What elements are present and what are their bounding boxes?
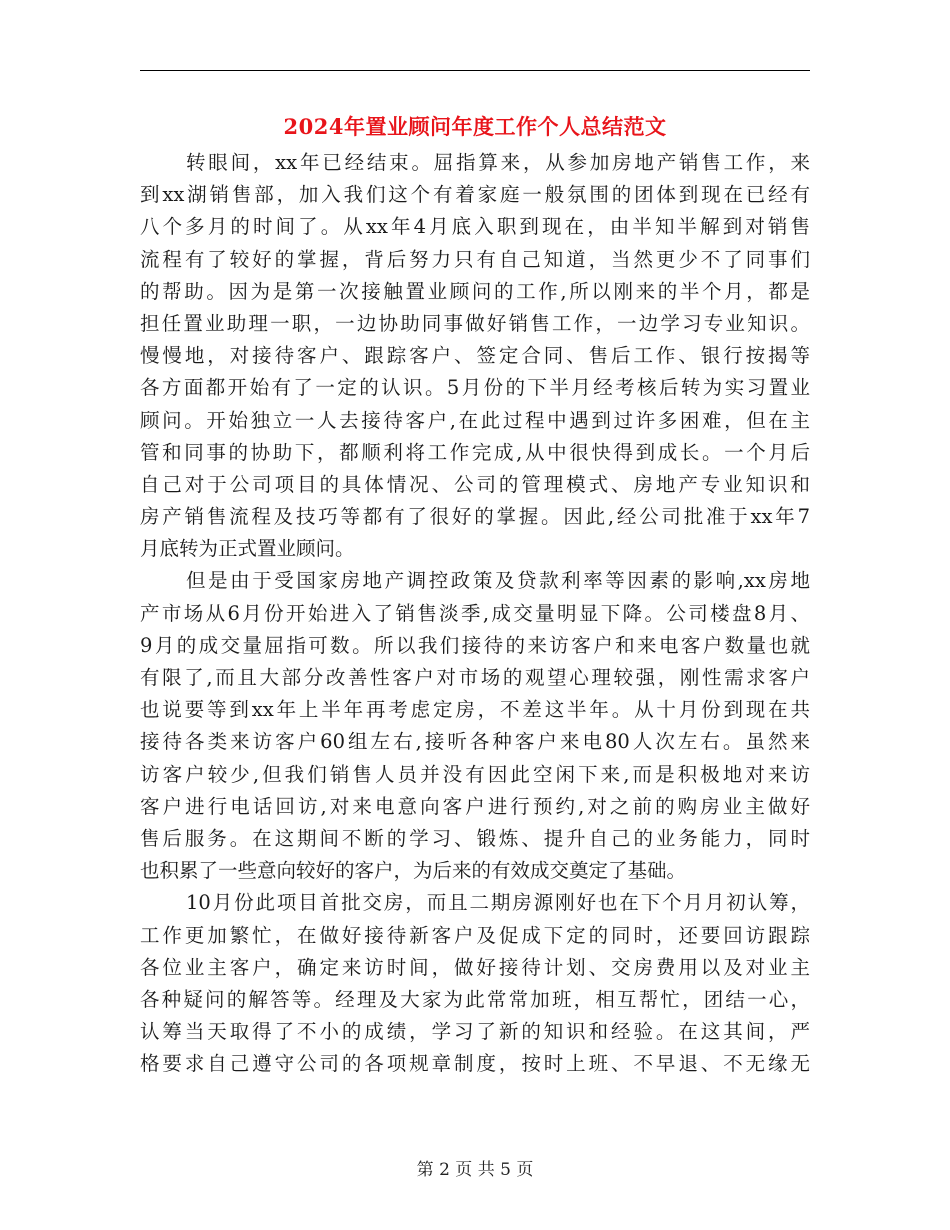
document-title: 2024年置业顾问年度工作个人总结范文: [283, 114, 667, 139]
text-line: 工作更加繁忙，在做好接待新客户及促成下定的同时，还要回访跟踪: [140, 923, 810, 947]
text-line: 售后服务。在这期间不断的学习、锻炼、提升自己的业务能力，同时: [140, 826, 810, 850]
text-line: 各方面都开始有了一定的认识。5月份的下半月经考核后转为实习置业: [140, 376, 810, 400]
text-line: 认筹当天取得了不小的成绩，学习了新的知识和经验。在这其间，严: [140, 1020, 810, 1044]
text-line: 到xx湖销售部，加入我们这个有着家庭一般氛围的团体到现在已经有: [140, 183, 810, 207]
paragraph: [140, 565, 810, 887]
document-body: [140, 147, 810, 1080]
header-rule: [140, 70, 810, 71]
text-line: 管和同事的协助下，都顺利将工作完成,从中很快得到成长。一个月后: [140, 440, 810, 464]
text-line: 自己对于公司项目的具体情况、公司的管理模式、房地产专业知识和: [140, 472, 810, 496]
text-line: 也说要等到xx年上半年再考虑定房，不差这半年。从十月份到现在共: [140, 698, 810, 722]
page-footer: 第 2 页 共 5 页: [416, 1160, 534, 1180]
text-line: 房产销售流程及技巧等都有了很好的掌握。因此,经公司批准于xx年7: [140, 505, 810, 529]
text-line: 慢慢地，对接待客户、跟踪客户、签定合同、售后工作、银行按揭等: [140, 344, 810, 368]
paragraph: [140, 147, 810, 565]
text-line: 但是由于受国家房地产调控政策及贷款利率等因素的影响,xx房地: [186, 569, 810, 593]
paragraph: [140, 887, 810, 1080]
text-line: 八个多月的时间了。从xx年4月底入职到现在，由半知半解到对销售: [140, 215, 810, 239]
text-line: 产市场从6月份开始进入了销售淡季,成交量明显下降。公司楼盘8月、: [140, 601, 810, 625]
text-line: 10月份此项目首批交房，而且二期房源刚好也在下个月月初认筹，: [186, 891, 810, 915]
text-line: 顾问。开始独立一人去接待客户,在此过程中遇到过许多困难，但在主: [140, 408, 810, 432]
text-line: 客户进行电话回访,对来电意向客户进行预约,对之前的购房业主做好: [140, 794, 810, 818]
text-line: 流程有了较好的掌握，背后努力只有自己知道，当然更少不了同事们: [140, 247, 810, 271]
text-line: 各种疑问的解答等。经理及大家为此常常加班，相互帮忙，团结一心，: [140, 987, 810, 1011]
text-line: 9月的成交量屈指可数。所以我们接待的来访客户和来电客户数量也就: [140, 633, 810, 657]
text-line: 的帮助。因为是第一次接触置业顾问的工作,所以刚来的半个月，都是: [140, 279, 810, 303]
text-line: 格要求自己遵守公司的各项规章制度，按时上班、不早退、不无缘无: [140, 1052, 810, 1076]
text-line: 也积累了一些意向较好的客户，为后来的有效成交奠定了基础。: [140, 859, 687, 883]
text-line: 接待各类来访客户60组左右,接听各种客户来电80人次左右。虽然来: [140, 730, 810, 754]
text-line: 有限了,而且大部分改善性客户对市场的观望心理较强，刚性需求客户: [140, 666, 810, 689]
text-line: 担任置业助理一职，一边协助同事做好销售工作，一边学习专业知识。: [140, 311, 810, 335]
text-line: 月底转为正式置业顾问。: [140, 537, 355, 561]
text-line: 转眼间，xx年已经结束。屈指算来，从参加房地产销售工作，来: [186, 151, 810, 174]
text-line: 各位业主客户，确定来访时间，做好接待计划、交房费用以及对业主: [140, 955, 810, 979]
text-line: 访客户较少,但我们销售人员并没有因此空闲下来,而是积极地对来访: [140, 762, 810, 786]
